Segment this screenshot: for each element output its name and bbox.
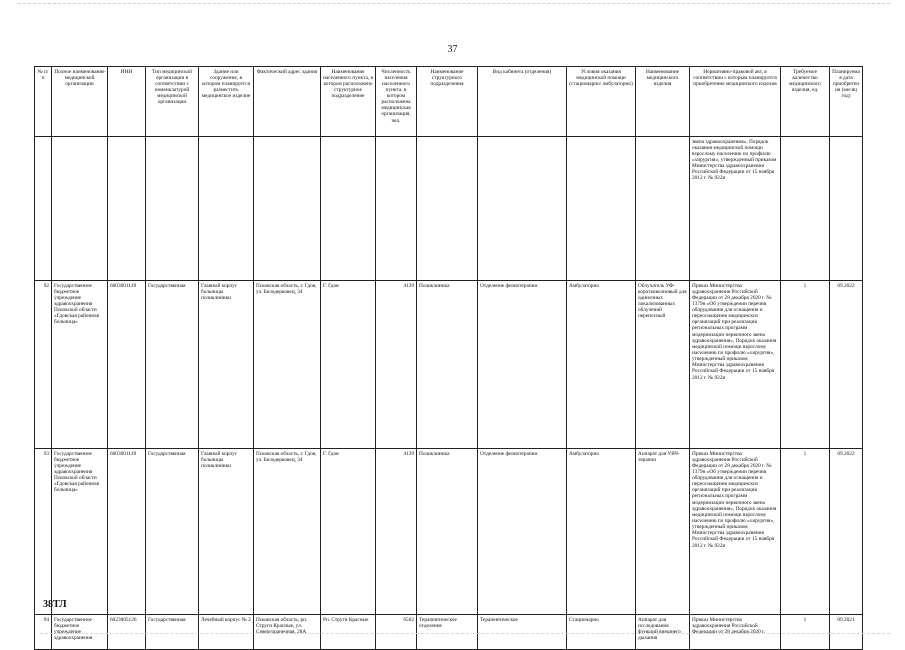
cell-building: Главный корпус больницы поликлиники: [199, 449, 254, 615]
cell-act: Приказ Министерства здравоохранения Российской Федерации от 28 декабря 2020 г. № 1379н «Об утверждении перечня оборудования для оснащения и переоснащения медицинских организаций при реализации региональных программ модернизации первичного звена здравоохранения», Порядок оказания медицинской помощи взрослому населению по профилю «хирургия», утвержденный приказом Министерства здравоохранения Российской Федерации от 15 ноября 2012 г. № 922н: [690, 449, 781, 615]
equipment-table: [34, 66, 863, 650]
cell-org: Государственное бюджетное учреждение здравоохранения Псковской области «Гдовская районная больница»: [52, 281, 108, 449]
cell-address: [254, 137, 321, 281]
cell-population: 4139: [376, 449, 417, 615]
header-num: № п/п: [35, 67, 52, 137]
cell-locality: Рп. Струги Красные: [321, 615, 376, 650]
sheet-mark: 38ТЛ: [43, 599, 67, 610]
cell-date: 09.2022: [830, 281, 863, 449]
header-population: Численность населения населенного пункта, в котором расположена медицинская организация, чел.: [376, 67, 417, 137]
cell-locality: [321, 137, 376, 281]
cell-locality: Г. Гдов: [321, 281, 376, 449]
scan-edge-top: [18, 3, 890, 4]
cell-act: Приказ Министерства здравоохранения Российской Федерации от 28 декабря 2020 г.: [690, 615, 781, 650]
cell-building: [199, 137, 254, 281]
header-inn: ИНН: [108, 67, 146, 137]
cell-unit: Поликлиника: [417, 281, 478, 449]
cell-cabinet: Отделение физиотерапии: [478, 449, 567, 615]
cell-inn: 6003001149: [108, 449, 146, 615]
cell-conditions: Амбулаторно: [567, 449, 636, 615]
cell-unit: Терапевтическое отделение: [417, 615, 478, 650]
header-device: Наименование медицинского изделия: [636, 67, 690, 137]
table-row: [35, 615, 863, 650]
header-locality: Наименование населенного пункта, в котором расположено структурное подразделение: [321, 67, 376, 137]
cell-type: Государственная: [146, 449, 199, 615]
cell-inn: 6003001149: [108, 281, 146, 449]
cell-unit: [417, 137, 478, 281]
cell-qty: 1: [781, 449, 830, 615]
table-row: [35, 449, 863, 615]
header-qty: Требуемое количество медицинского изделия, ед.: [781, 67, 830, 137]
cell-type: Государственная: [146, 615, 199, 650]
cell-qty: [781, 137, 830, 281]
cell-device: [636, 137, 690, 281]
cell-locality: Г. Гдов: [321, 449, 376, 615]
cell-date: 09.2021: [830, 615, 863, 650]
cell-population: 4139: [376, 281, 417, 449]
header-unit: Наименование структурного подразделения: [417, 67, 478, 137]
cell-inn: [108, 137, 146, 281]
cell-address: Псковская область, рп. Струги Красные, ул. Севергоранечная, 28А: [254, 615, 321, 650]
cell-device: Аппарат для УВЧ-терапии: [636, 449, 690, 615]
table-row: [35, 137, 863, 281]
cell-org: Государственное бюджетное учреждение здравоохранения Псковской области «Гдовская районная больница»: [52, 449, 108, 615]
cell-num: 92: [35, 281, 52, 449]
header-type: Тип медицинской организации в соответствии с номенклатурой медицинской организации: [146, 67, 199, 137]
cell-population: 6502: [376, 615, 417, 650]
header-cabinet: Вид кабинета (отделения): [478, 67, 567, 137]
header-address: Фактический адрес здания: [254, 67, 321, 137]
cell-act: Приказ Министерства здравоохранения Российской Федерации от 28 декабря 2020 г. № 1379н «Об утверждении перечня оборудования для оснащения и переоснащения медицинских организаций при реализации региональных программ модернизации первичного звена здравоохранения», Порядок оказания медицинской помощи взрослому населению по профилю «хирургия», утвержденный приказом Министерства здравоохранения Российской Федерации от 15 ноября 2012 г. № 922н: [690, 281, 781, 449]
cell-conditions: Стационарно: [567, 615, 636, 650]
cell-cabinet: [478, 137, 567, 281]
cell-qty: 1: [781, 281, 830, 449]
cell-address: Псковская область, г. Гдов, ул. Белодерковец, 34: [254, 449, 321, 615]
cell-type: Государственная: [146, 281, 199, 449]
header-date: Планируемая дата приобретения (месяц год): [830, 67, 863, 137]
cell-num: 93: [35, 449, 52, 615]
cell-qty: 1: [781, 615, 830, 650]
header-org: Полное наименование медицинской организации: [52, 67, 108, 137]
cell-date: [830, 137, 863, 281]
table-row: [35, 281, 863, 449]
cell-date: 09.2022: [830, 449, 863, 615]
cell-conditions: Амбулаторно: [567, 281, 636, 449]
cell-num: 94: [35, 615, 52, 650]
cell-org: [52, 137, 108, 281]
cell-cabinet: Терапевтическое: [478, 615, 567, 650]
cell-address: Псковская область, г. Гдов, ул. Белодерковец, 34: [254, 281, 321, 449]
cell-inn: 6023005126: [108, 615, 146, 650]
cell-device: Облучатель УФ-коротковолновый для одиночных локализованных облучений переносный: [636, 281, 690, 449]
page-number: 37: [447, 44, 458, 55]
header-conditions: Условия оказания медицинской помощи (стационарно/ амбулаторно): [567, 67, 636, 137]
cell-cabinet: Отделение физиотерапии: [478, 281, 567, 449]
cell-unit: Поликлиника: [417, 449, 478, 615]
cell-conditions: [567, 137, 636, 281]
table-header-row: [35, 67, 863, 137]
cell-num: [35, 137, 52, 281]
cell-act: звена здравоохранения», Порядок оказания медицинской помощи взрослому населению по профилю «хирургия», утвержденный приказом Министерства здравоохранения Российской Федерации от 15 ноября 2012 г. № 922н: [690, 137, 781, 281]
scan-edge-bottom: [40, 633, 890, 634]
cell-building: Лечебный корпус № 2: [199, 615, 254, 650]
cell-device: Аппарат для исследования функций внешнего дыхания: [636, 615, 690, 650]
header-act: Нормативно-правовой акт, в соответствии с которым планируется приобретение медицинского изделия: [690, 67, 781, 137]
cell-building: Главный корпус больницы поликлиники: [199, 281, 254, 449]
cell-type: [146, 137, 199, 281]
cell-org: Государственное бюджетное учреждение здравоохранения: [52, 615, 108, 650]
header-building: Здание или сооружение, в котором планируется разместить медицинское изделие: [199, 67, 254, 137]
cell-population: [376, 137, 417, 281]
